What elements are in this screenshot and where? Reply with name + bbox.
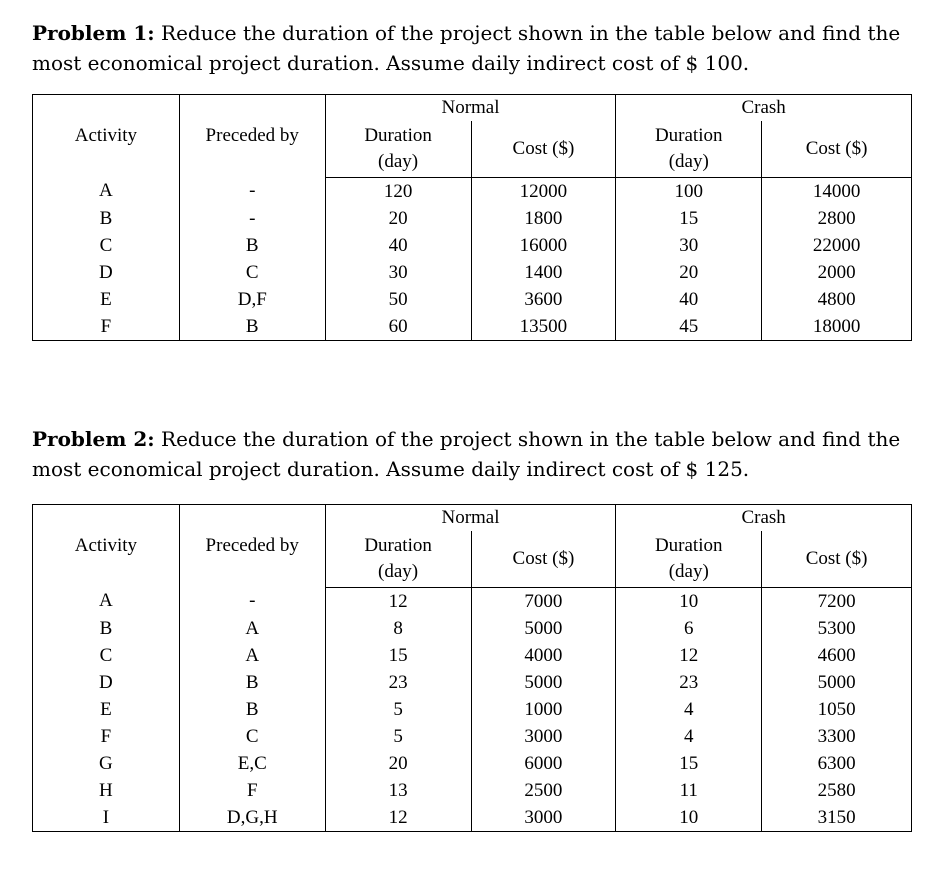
cell-normal-duration: 20: [325, 750, 471, 777]
problem-1-table: [32, 94, 912, 341]
cell-crash-cost: 3300: [762, 723, 912, 750]
cell-activity: B: [33, 205, 180, 232]
cell-normal-cost: 5000: [471, 669, 616, 696]
cell-normal-duration: 120: [325, 178, 471, 206]
cell-normal-duration: 12: [325, 804, 471, 832]
cell-crash-cost: 22000: [762, 232, 912, 259]
cell-activity: E: [33, 286, 180, 313]
cell-preceded-by: E,C: [179, 750, 325, 777]
header-normal-cost: Cost ($): [471, 531, 616, 588]
cell-preceded-by: A: [179, 615, 325, 642]
table-row: [33, 723, 912, 750]
table-row: [33, 750, 912, 777]
header-preceded-by: Preceded by: [179, 505, 325, 588]
problem-1-statement: [32, 18, 912, 78]
problem-2-table: [32, 504, 912, 832]
cell-crash-duration: 15: [616, 205, 762, 232]
header-crash: Crash: [616, 95, 912, 122]
problem-2-table-body: [33, 588, 912, 832]
cell-crash-duration: 23: [616, 669, 762, 696]
table-row: [33, 615, 912, 642]
cell-normal-duration: 40: [325, 232, 471, 259]
cell-crash-cost: 14000: [762, 178, 912, 206]
cell-preceded-by: A: [179, 642, 325, 669]
cell-activity: F: [33, 313, 180, 341]
table-row: [33, 588, 912, 616]
cell-normal-cost: 1800: [471, 205, 616, 232]
table-row: [33, 696, 912, 723]
cell-normal-duration: 50: [325, 286, 471, 313]
cell-normal-duration: 20: [325, 205, 471, 232]
header-crash-duration: [616, 121, 762, 178]
table-row: [33, 777, 912, 804]
cell-activity: A: [33, 178, 180, 206]
cell-crash-cost: 5300: [762, 615, 912, 642]
cell-crash-cost: 1050: [762, 696, 912, 723]
cell-crash-duration: 40: [616, 286, 762, 313]
cell-activity: C: [33, 642, 180, 669]
cell-normal-duration: 5: [325, 696, 471, 723]
header-crash-cost: Cost ($): [762, 531, 912, 588]
cell-normal-cost: 4000: [471, 642, 616, 669]
cell-crash-cost: 4600: [762, 642, 912, 669]
duration-label: Duration: [364, 125, 432, 146]
duration-label: Duration: [654, 535, 723, 556]
cell-crash-cost: 18000: [762, 313, 912, 341]
cell-normal-cost: 12000: [471, 178, 616, 206]
cell-preceded-by: B: [179, 313, 325, 341]
cell-crash-cost: 2800: [762, 205, 912, 232]
cell-activity: B: [33, 615, 180, 642]
cell-normal-cost: 5000: [471, 615, 616, 642]
cell-activity: I: [33, 804, 180, 832]
header-normal: Normal: [325, 505, 616, 532]
table-row: [33, 259, 912, 286]
duration-label: Duration: [654, 125, 723, 146]
cell-crash-cost: 2580: [762, 777, 912, 804]
table-row: [33, 804, 912, 832]
cell-crash-duration: 30: [616, 232, 762, 259]
table-row: [33, 642, 912, 669]
header-crash-duration: [616, 531, 762, 588]
header-crash: Crash: [616, 505, 912, 532]
duration-unit: (day): [668, 151, 709, 172]
cell-preceded-by: D,G,H: [179, 804, 325, 832]
problem-1-label: Problem 1:: [32, 21, 155, 45]
cell-normal-duration: 23: [325, 669, 471, 696]
header-crash-cost: Cost ($): [762, 121, 912, 178]
cell-normal-cost: 1400: [471, 259, 616, 286]
problem-2-statement: [32, 424, 912, 484]
table-row: [33, 232, 912, 259]
cell-activity: A: [33, 588, 180, 616]
cell-crash-cost: 4800: [762, 286, 912, 313]
cell-normal-cost: 3000: [471, 804, 616, 832]
duration-unit: (day): [378, 561, 419, 582]
cell-crash-duration: 15: [616, 750, 762, 777]
cell-preceded-by: C: [179, 259, 325, 286]
cell-crash-duration: 45: [616, 313, 762, 341]
cell-crash-cost: 3150: [762, 804, 912, 832]
cell-preceded-by: -: [179, 178, 325, 206]
cell-activity: D: [33, 259, 180, 286]
table-row: [33, 178, 912, 206]
table-row: [33, 669, 912, 696]
cell-crash-duration: 10: [616, 588, 762, 616]
cell-crash-cost: 2000: [762, 259, 912, 286]
table-row: [33, 205, 912, 232]
problem-1-table-body: [33, 178, 912, 341]
cell-normal-duration: 8: [325, 615, 471, 642]
cell-normal-cost: 3000: [471, 723, 616, 750]
cell-normal-duration: 12: [325, 588, 471, 616]
header-activity: Activity: [33, 505, 180, 588]
header-preceded-by: Preceded by: [179, 95, 325, 178]
cell-normal-duration: 5: [325, 723, 471, 750]
cell-activity: F: [33, 723, 180, 750]
cell-crash-duration: 10: [616, 804, 762, 832]
duration-unit: (day): [378, 151, 419, 172]
table-row: [33, 313, 912, 341]
cell-crash-duration: 4: [616, 696, 762, 723]
cell-preceded-by: B: [179, 669, 325, 696]
problem-2-text: Reduce the duration of the project shown in the table below and find the most economical project duration. Assume daily indirect cost of $ 125.: [32, 427, 901, 481]
cell-crash-duration: 12: [616, 642, 762, 669]
cell-normal-duration: 30: [325, 259, 471, 286]
problem-1: [32, 18, 912, 337]
problem-2-label: Problem 2:: [32, 427, 155, 451]
problem-2: [32, 424, 912, 828]
cell-activity: H: [33, 777, 180, 804]
cell-preceded-by: D,F: [179, 286, 325, 313]
cell-preceded-by: B: [179, 232, 325, 259]
cell-crash-cost: 7200: [762, 588, 912, 616]
cell-crash-duration: 11: [616, 777, 762, 804]
header-normal-duration: [325, 531, 471, 588]
cell-preceded-by: C: [179, 723, 325, 750]
cell-preceded-by: F: [179, 777, 325, 804]
header-normal-duration: [325, 121, 471, 178]
cell-preceded-by: -: [179, 205, 325, 232]
cell-activity: C: [33, 232, 180, 259]
cell-normal-duration: 60: [325, 313, 471, 341]
cell-normal-cost: 7000: [471, 588, 616, 616]
cell-normal-cost: 16000: [471, 232, 616, 259]
header-normal-cost: Cost ($): [471, 121, 616, 178]
cell-crash-cost: 5000: [762, 669, 912, 696]
header-activity: Activity: [33, 95, 180, 178]
cell-normal-cost: 13500: [471, 313, 616, 341]
cell-crash-duration: 6: [616, 615, 762, 642]
cell-crash-cost: 6300: [762, 750, 912, 777]
cell-preceded-by: -: [179, 588, 325, 616]
cell-normal-duration: 13: [325, 777, 471, 804]
header-normal: Normal: [325, 95, 616, 122]
duration-unit: (day): [668, 561, 709, 582]
table-row: [33, 286, 912, 313]
cell-normal-duration: 15: [325, 642, 471, 669]
cell-crash-duration: 20: [616, 259, 762, 286]
cell-normal-cost: 2500: [471, 777, 616, 804]
cell-activity: G: [33, 750, 180, 777]
cell-normal-cost: 1000: [471, 696, 616, 723]
cell-crash-duration: 100: [616, 178, 762, 206]
cell-normal-cost: 6000: [471, 750, 616, 777]
cell-crash-duration: 4: [616, 723, 762, 750]
duration-label: Duration: [364, 535, 432, 556]
cell-activity: D: [33, 669, 180, 696]
problem-1-text: Reduce the duration of the project shown in the table below and find the most economical project duration. Assume daily indirect cost of $ 100.: [32, 21, 901, 75]
cell-normal-cost: 3600: [471, 286, 616, 313]
cell-preceded-by: B: [179, 696, 325, 723]
cell-activity: E: [33, 696, 180, 723]
